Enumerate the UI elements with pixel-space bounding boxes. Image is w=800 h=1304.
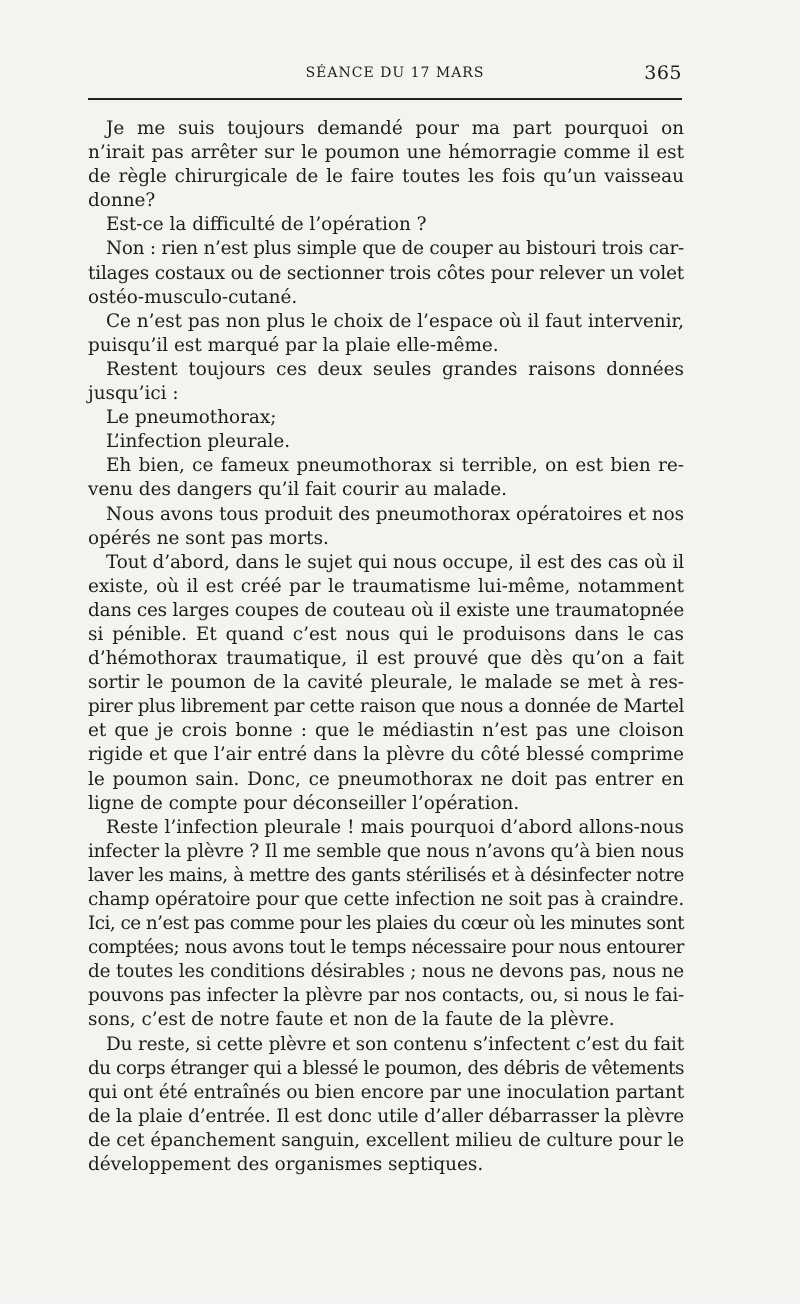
running-head	[88, 62, 682, 86]
text-line: n’irait pas arrêter sur le poumon une hémorragie comme il est	[88, 142, 684, 164]
text-line: champ opératoire pour que cette infection ne soit pas à craindre.	[88, 889, 684, 910]
text-line: ligne de compte pour déconseiller l’opération.	[88, 792, 520, 814]
text-line: Ici, ce n’est pas comme pour les plaies du cœur où les minutes sont	[88, 913, 684, 935]
text-line: jusqu’ici :	[88, 383, 179, 405]
text-line: tilages costaux ou de sectionner trois côtes pour relever un volet	[88, 262, 685, 284]
text-line: du corps étranger qui a blessé le poumon, des débris de vêtements	[88, 1057, 684, 1079]
text-line: infecter la plèvre ? Il me semble que nous n’avons qu’à bien nous	[88, 840, 684, 862]
text-line: et que je crois bonne : que le médiastin n’est pas une cloison	[88, 720, 684, 742]
text-line: Non : rien n’est plus simple que de couper au bistouri trois car-	[106, 238, 685, 260]
text-line: le poumon sain. Donc, ce pneumothorax ne doit pas entrer en	[88, 768, 684, 790]
text-line: Est-ce la difficulté de l’opération ?	[106, 214, 427, 236]
text-line: si pénible. Et quand c’est nous qui le produisons dans le cas	[88, 623, 684, 645]
text-line: Le pneumothorax;	[106, 407, 277, 429]
text-line: de la plaie d’entrée. Il est donc utile d’aller débarrasser la plèvre	[88, 1105, 684, 1127]
page-number: 365	[644, 62, 682, 84]
text-line: rigide et que l’air entré dans la plèvre du côté blessé comprime	[88, 744, 684, 766]
text-line: opérés ne sont pas morts.	[88, 527, 329, 549]
text-line: de toutes les conditions désirables ; nous ne devons pas, nous ne	[88, 961, 685, 983]
text-line: L’infection pleurale.	[106, 431, 291, 453]
text-line: ostéo-musculo-cutané.	[88, 286, 298, 308]
text-line: laver les mains, à mettre des gants stérilisés et à désinfecter notre	[88, 864, 684, 886]
text-line: Ce n’est pas non plus le choix de l’espace où il faut intervenir,	[106, 310, 684, 332]
text-line: d’hémothorax traumatique, il est prouvé que dès qu’on a fait	[88, 648, 684, 670]
text-line: sons, c’est de notre faute et non de la faute de la plèvre.	[88, 1009, 615, 1031]
header-rule	[88, 98, 682, 100]
text-line: développement des organismes septiques.	[88, 1154, 484, 1176]
text-line: venu des dangers qu’il fait courir au malade.	[88, 479, 507, 501]
text-line: pirer plus librement par cette raison que nous a donnée de Martel	[88, 696, 685, 718]
text-line: dans ces larges coupes de couteau où il existe une traumatopnée	[88, 599, 685, 621]
text-line: Restent toujours ces deux seules grandes raisons données	[106, 358, 684, 380]
text-line: sortir le poumon de la cavité pleurale, le malade se met à res-	[88, 672, 684, 694]
text-line: Du reste, si cette plèvre et son contenu s’infectent c’est du fait	[106, 1033, 685, 1055]
text-line: Nous avons tous produit des pneumothorax opératoires et nos	[106, 503, 685, 525]
text-line: qui ont été entraînés ou bien encore par une inoculation partant	[88, 1081, 684, 1103]
running-title: SÉANCE DU 17 MARS	[305, 65, 485, 81]
text-line: existe, où il est créé par le traumatisme lui-même, notamment	[88, 575, 684, 597]
text-line: Tout d’abord, dans le sujet qui nous occupe, il est des cas où il	[106, 551, 685, 573]
text-line: Je me suis toujours demandé pour ma part pourquoi on	[106, 118, 684, 139]
text-line: de règle chirurgicale de le faire toutes les fois qu’un vaisseau	[88, 166, 684, 188]
text-line: donne?	[88, 190, 156, 212]
text-line: Eh bien, ce fameux pneumothorax si terrible, on est bien re-	[106, 455, 684, 477]
body-text	[88, 117, 684, 1177]
text-line: de cet épanchement sanguin, excellent milieu de culture pour le	[88, 1129, 685, 1151]
text-line: comptées; nous avons tout le temps nécessaire pour nous entourer	[88, 937, 685, 959]
text-line: pouvons pas infecter la plèvre par nos contacts, ou, si nous le fai-	[88, 985, 685, 1007]
text-line: puisqu’il est marqué par la plaie elle-même.	[88, 334, 499, 356]
text-line: Reste l’infection pleurale ! mais pourquoi d’abord allons-nous	[106, 816, 684, 838]
